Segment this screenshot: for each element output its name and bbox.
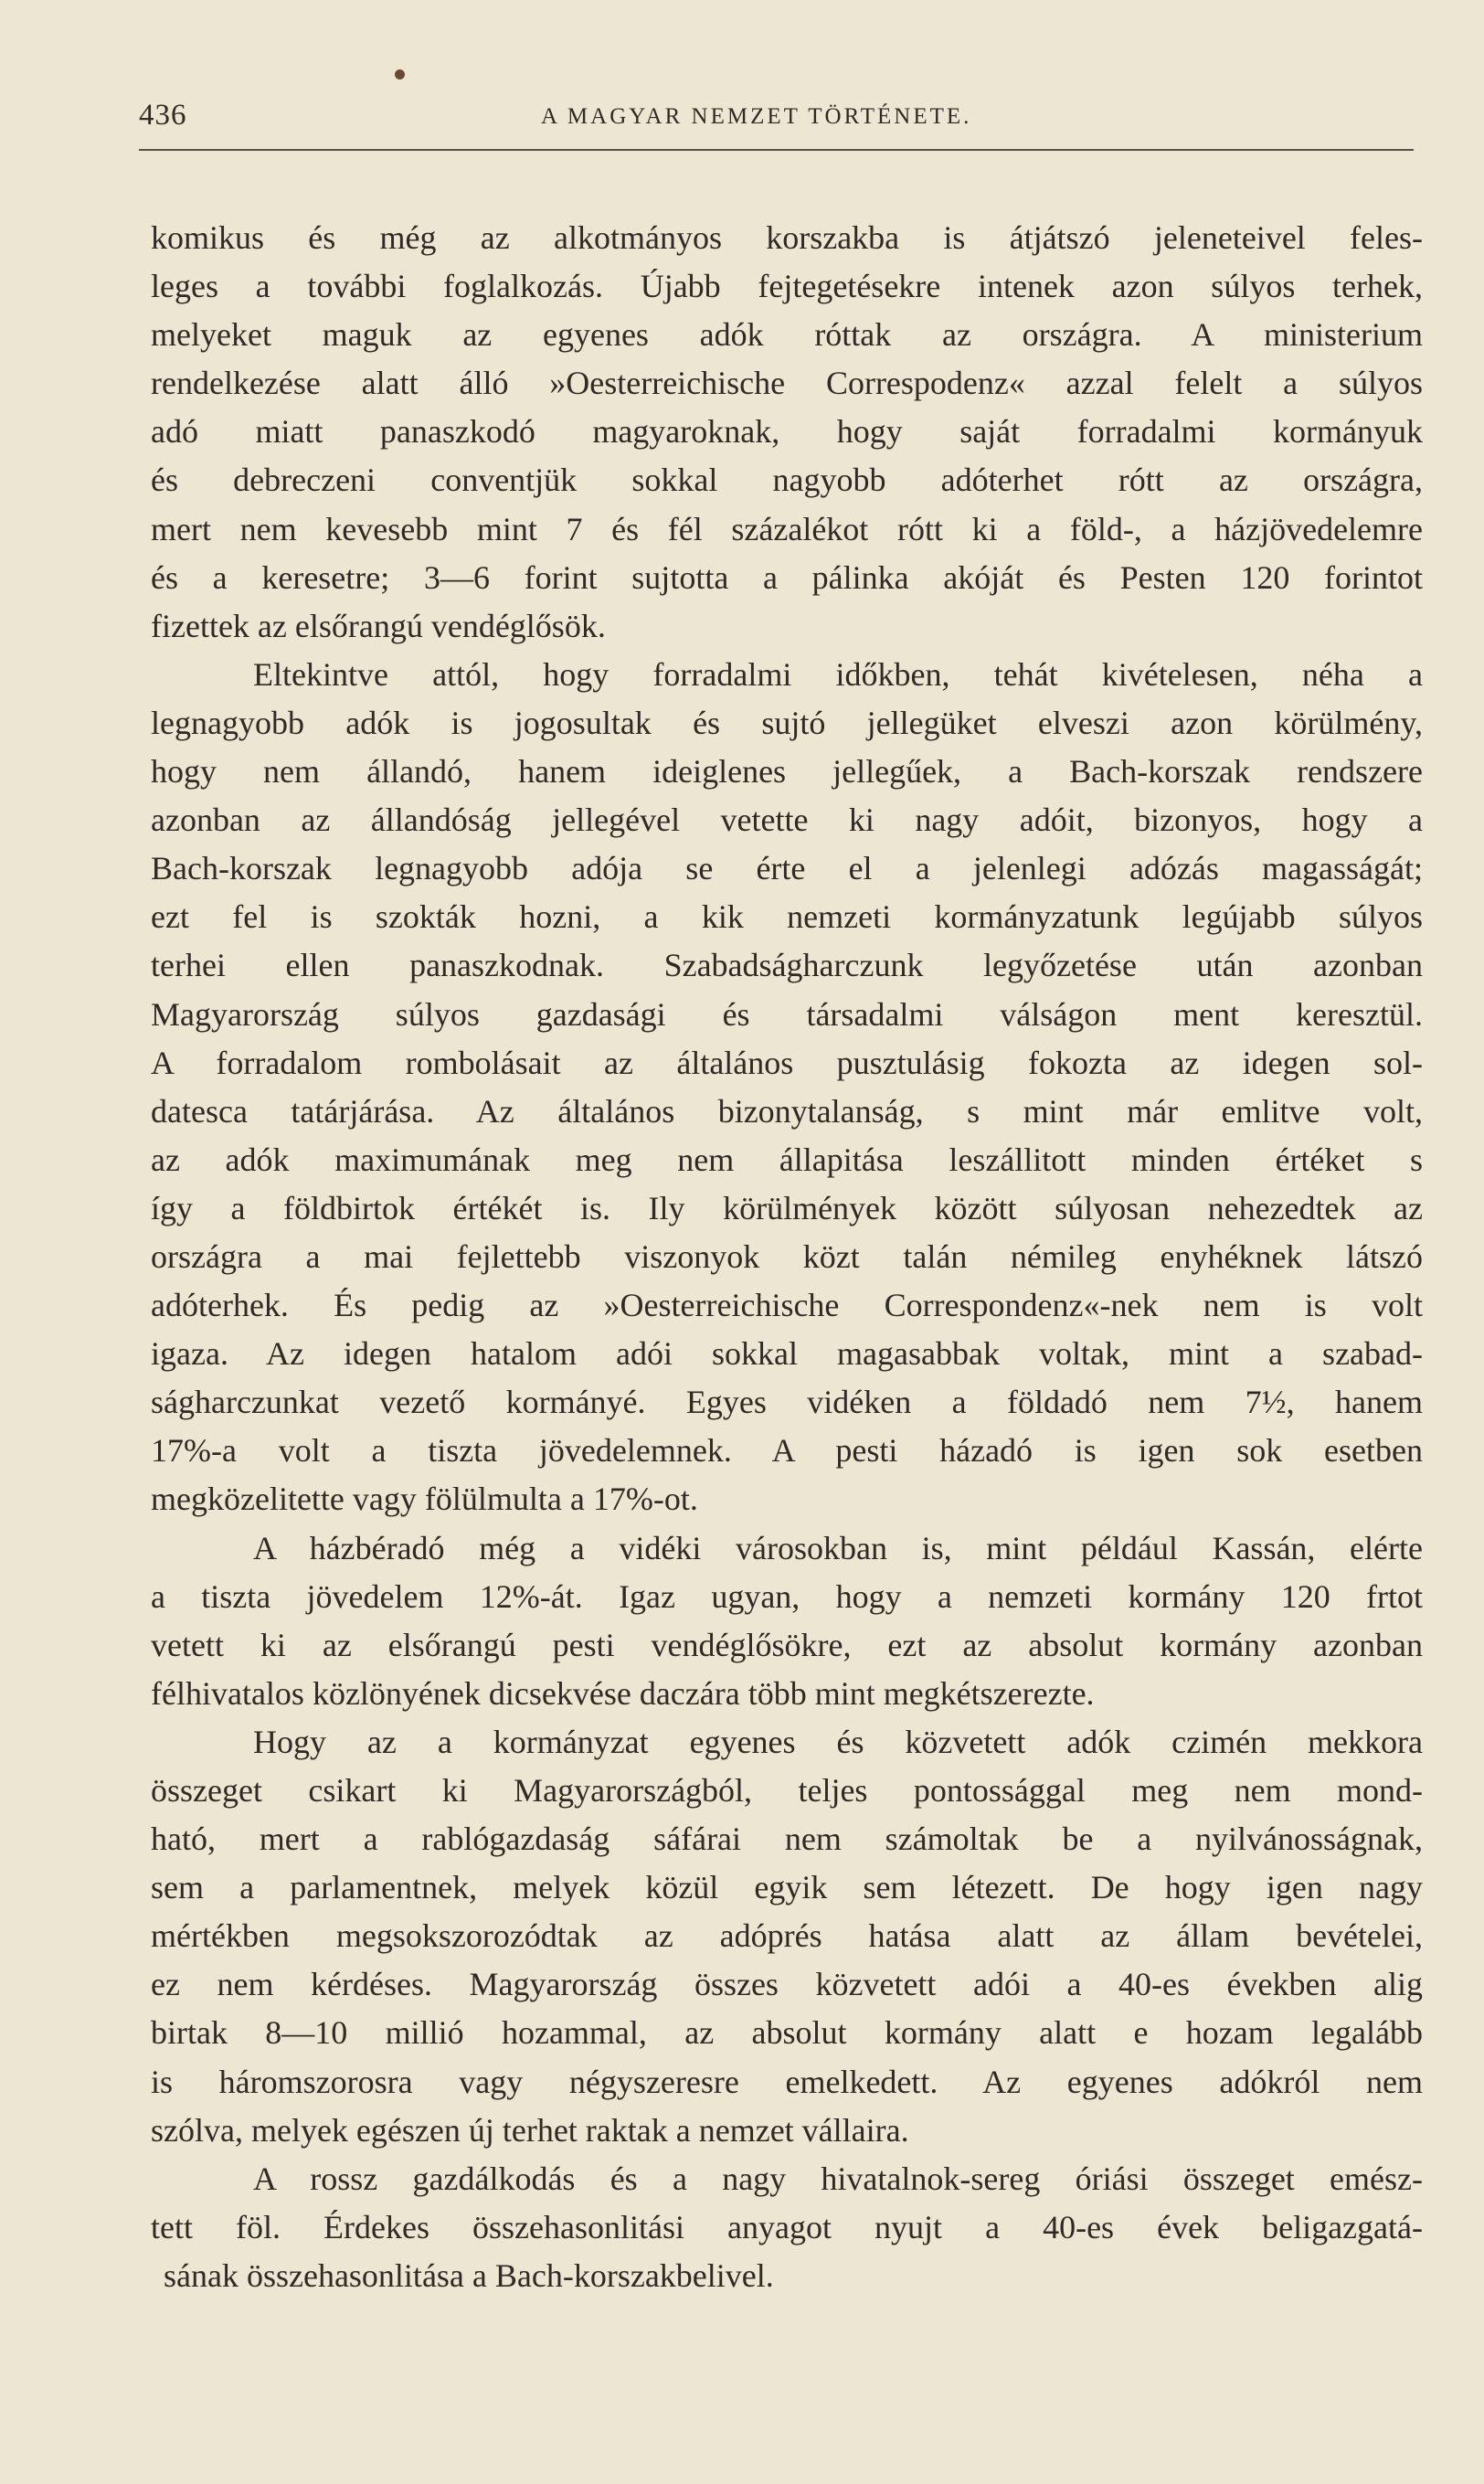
text-line: szólva, melyek egészen új terhet raktak a nemzet vállaira. <box>151 2111 909 2149</box>
text-line: adóterhek. És pedig az »Oesterreichische Correspondenz«-nek nem is volt <box>151 1287 1423 1324</box>
text-line: adó miatt panaszkodó magyaroknak, hogy saját forradalmi kormányuk <box>151 413 1423 451</box>
text-line: legnagyobb adók is jogosultak és sujtó jellegüket elveszi azon körülmény, <box>151 704 1423 741</box>
text-line: és a keresetre; 3—6 forint sujtotta a pálinka akóját és Pesten 120 forintot <box>151 558 1423 596</box>
ink-dot-mark <box>395 69 405 80</box>
text-line: leges a további foglalkozás. Újabb fejtegetésekre intenek azon súlyos terhek, <box>151 268 1423 305</box>
text-line: Eltekintve attól, hogy forradalmi időkben, tehát kivételesen, néha a <box>253 655 1423 693</box>
text-line: ez nem kérdéses. Magyarország összes közvetett adói a 40-es években alig <box>151 1966 1423 2003</box>
text-line: birtak 8—10 millió hozammal, az absolut kormány alatt e hozam legalább <box>151 2014 1423 2052</box>
running-title: A MAGYAR NEMZET TÖRTÉNETE. <box>541 104 972 129</box>
text-line: félhivatalos közlönyének dicsekvése daczára több mint megkétszerezte. <box>151 1674 1095 1712</box>
text-line: A forradalom rombolásait az általános pusztulásig fokozta az idegen sol- <box>151 1044 1423 1081</box>
running-header <box>139 99 1414 143</box>
text-line: azonban az állandóság jellegével vetette ki nagy adóit, bizonyos, hogy a <box>151 801 1423 839</box>
text-line: fizettek az elsőrangú vendéglősök. <box>151 607 606 644</box>
text-line: Hogy az a kormányzat egyenes és közvetett adók czimén mekkora <box>253 1723 1423 1760</box>
text-line: mert nem kevesebb mint 7 és fél százalékot rótt ki a föld-, a házjövedelemre <box>151 510 1423 547</box>
text-line: melyeket maguk az egyenes adók róttak az országra. A ministerium <box>151 316 1423 354</box>
text-line: terhei ellen panaszkodnak. Szabadságharczunk legyőzetése után azonban <box>151 947 1423 984</box>
text-line: tett föl. Érdekes összehasonlitási anyagot nyujt a 40-es évek beligazgatá- <box>151 2208 1423 2245</box>
text-line: rendelkezése alatt álló »Oesterreichische Correspodenz« azzal felelt a súlyos <box>151 365 1423 402</box>
header-rule <box>139 149 1414 151</box>
text-line: is háromszorosra vagy négyszeresre emelkedett. Az egyenes adókról nem <box>151 2063 1423 2100</box>
text-line: ságharczunkat vezető kormányé. Egyes vidéken a földadó nem 7½, hanem <box>151 1384 1423 1421</box>
text-line: datesca tatárjárása. Az általános bizonytalanság, s mint már emlitve volt, <box>151 1092 1423 1130</box>
text-line: igaza. Az idegen hatalom adói sokkal magasabbak voltak, mint a szabad- <box>151 1335 1423 1373</box>
text-line: mértékben megsokszorozódtak az adóprés hatása alatt az állam bevételei, <box>151 1917 1423 1955</box>
text-line: a tiszta jövedelem 12%-át. Igaz ugyan, hogy a nemzeti kormány 120 frtot <box>151 1577 1423 1615</box>
text-line: sem a parlamentnek, melyek közül egyik sem létezett. De hogy igen nagy <box>151 1869 1423 1906</box>
text-line: A rossz gazdálkodás és a nagy hivatalnok-sereg óriási összeget emész- <box>253 2160 1423 2197</box>
body-text <box>151 214 1423 2300</box>
text-line: vetett ki az elsőrangú pesti vendéglősökre, ezt az absolut kormány azonban <box>151 1626 1423 1663</box>
text-line: így a földbirtok értékét is. Ily körülmények között súlyosan nehezedtek az <box>151 1189 1423 1226</box>
text-line: sának összehasonlitása a Bach-korszakbelivel. <box>164 2256 774 2294</box>
text-line: Magyarország súlyos gazdasági és társadalmi válságon ment keresztül. <box>151 995 1423 1033</box>
text-line: ezt fel is szokták hozni, a kik nemzeti kormányzatunk legújabb súlyos <box>151 898 1423 936</box>
text-line: összeget csikart ki Magyarországból, teljes pontossággal meg nem mond- <box>151 1772 1423 1809</box>
text-line: A házbéradó még a vidéki városokban is, mint például Kassán, elérte <box>253 1529 1423 1566</box>
page-number: 436 <box>139 99 187 132</box>
text-line: ható, mert a rablógazdaság sáfárai nem számoltak be a nyilvánosságnak, <box>151 1821 1423 1858</box>
text-line: 17%-a volt a tiszta jövedelemnek. A pesti házadó is igen sok esetben <box>151 1432 1423 1470</box>
text-line: az adók maximumának meg nem állapitása leszállitott minden értéket s <box>151 1141 1423 1178</box>
text-line: megközelitette vagy fölülmulta a 17%-ot. <box>151 1481 698 1518</box>
text-line: és debreczeni conventjük sokkal nagyobb adóterhet rótt az országra, <box>151 462 1423 499</box>
text-line: országra a mai fejlettebb viszonyok közt talán némileg enyhéknek látszó <box>151 1237 1423 1275</box>
text-line: Bach-korszak legnagyobb adója se érte el a jelenlegi adózás magasságát; <box>151 850 1423 887</box>
text-line: komikus és még az alkotmányos korszakba is átjátszó jeleneteivel feles- <box>151 219 1423 256</box>
text-line: hogy nem állandó, hanem ideiglenes jellegűek, a Bach-korszak rendszere <box>151 753 1423 791</box>
